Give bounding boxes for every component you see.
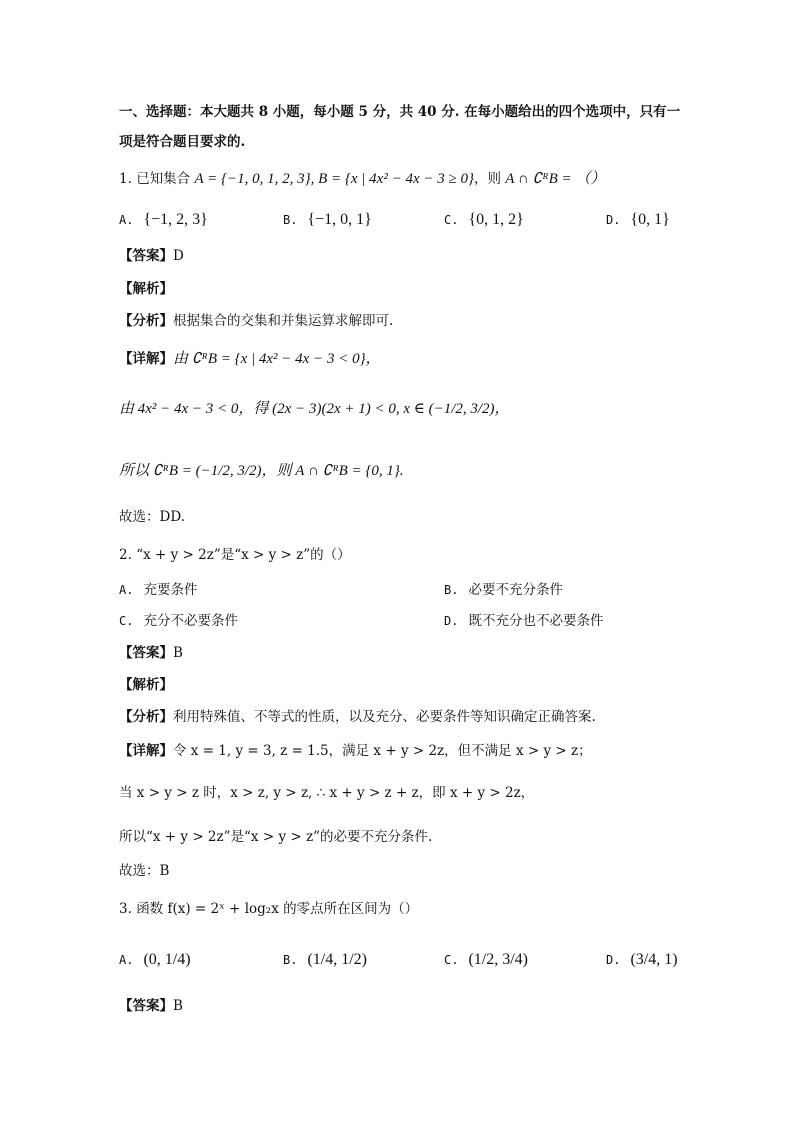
q1-answer: 【答案】D (119, 248, 184, 264)
q1-detail-line1: 【详解】由 ∁ᴿB = {x | 4x² − 4x − 3 < 0}， (119, 351, 381, 367)
q1-detail-line2: 由 4x² − 4x − 3 < 0，得 (2x − 3)(2x + 1) < 0, x ∈ (−1/2, 3/2)， (119, 401, 510, 417)
q3-option-a: A. (0, 1/4) (119, 951, 191, 968)
section-heading-line2: 项是符合题目要求的. (119, 134, 246, 150)
q1-fenxi: 【分析】根据集合的交集和并集运算求解即可. (119, 313, 394, 329)
q2-option-c: C. 充分不必要条件 (119, 613, 238, 629)
q1-prefix: 已知集合 (136, 171, 191, 187)
q2-detail-line1: 【详解】令 x = 1, y = 3, z = 1.5，满足 x + y > 2z，但不满足 x > y > z； (119, 743, 592, 759)
q3-number: 3. (119, 901, 132, 917)
q2-analysis-tag: 【解析】 (119, 677, 173, 693)
q2-option-b: B. 必要不充分条件 (444, 582, 563, 598)
q1-stem (119, 170, 605, 188)
q2-answer: 【答案】B (119, 645, 183, 661)
q1-set-def: A = {−1, 0, 1, 2, 3}, B = {x | 4x² − 4x − 3 ≥ 0} (194, 171, 474, 187)
q3-answer: 【答案】B (119, 998, 183, 1014)
q3-option-d: D. (3/4, 1) (606, 951, 678, 968)
q2-number: 2. (119, 547, 132, 563)
q1-option-a: A. {−1, 2, 3} (119, 211, 208, 228)
q1-suffix: ，则 (473, 171, 501, 187)
q3-option-b: B. (1/4, 1/2) (283, 951, 367, 968)
q1-option-d: D. {0, 1} (606, 211, 670, 228)
q2-stem-text: “x + y > 2z”是“x > y > z”的（） (136, 547, 351, 563)
q2-option-d: D. 既不充分也不必要条件 (444, 613, 604, 629)
q2-fenxi: 【分析】利用特殊值、不等式的性质，以及充分、必要条件等知识确定正确答案. (119, 709, 596, 725)
q1-choice: 故选：DD. (119, 509, 185, 525)
q1-option-b: B. {−1, 0, 1} (283, 211, 372, 228)
q3-option-c: C. (1/2, 3/4) (444, 951, 528, 968)
q3-stem-text: 函数 f(x) = 2ˣ + log₂x 的零点所在区间为（） (136, 901, 419, 917)
q2-detail-line2: 当 x > y > z 时，x > z, y > z, ∴ x + y > z + z，即 x + y > 2z， (119, 785, 535, 801)
q3-stem (119, 900, 418, 918)
q1-number: 1. (119, 171, 132, 187)
q2-stem (119, 546, 351, 564)
q2-choice: 故选：B (119, 863, 170, 879)
q1-analysis-tag: 【解析】 (119, 281, 173, 297)
q1-option-c: C. {0, 1, 2} (444, 211, 524, 228)
q2-detail-line3: 所以“x + y > 2z”是“x > y > z”的必要不充分条件. (119, 829, 433, 845)
q1-detail-line3: 所以 ∁ᴿB = (−1/2, 3/2)，则 A ∩ ∁ᴿB = {0, 1}. (119, 463, 404, 479)
q2-option-a: A. 充要条件 (119, 582, 198, 598)
q1-expr: A ∩ ∁ᴿB = （） (505, 171, 606, 187)
section-heading-line1: 一、选择题：本大题共 8 小题，每小题 5 分，共 40 分. 在每小题给出的四个选项中，只有一 (119, 104, 681, 120)
